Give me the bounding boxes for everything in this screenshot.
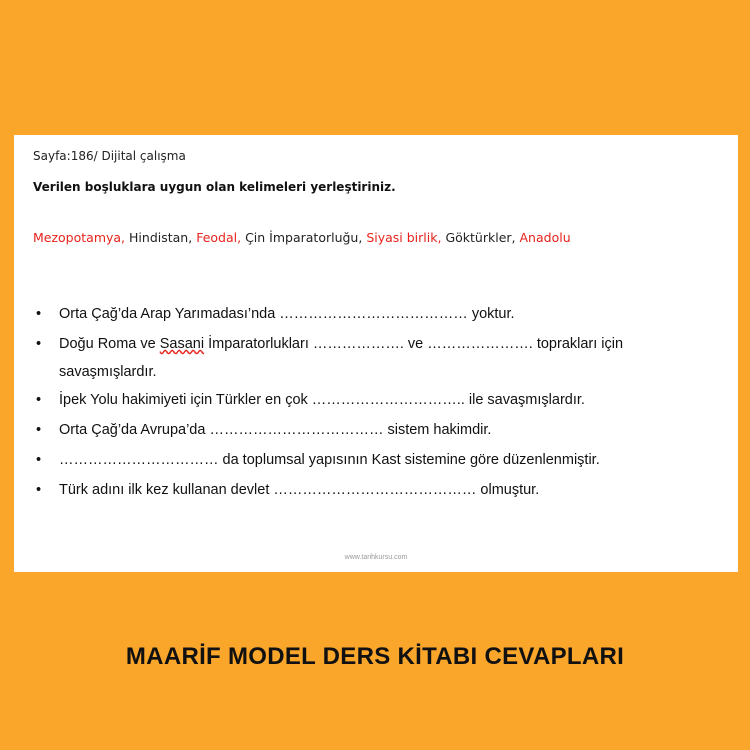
list-item [33, 475, 733, 505]
bullet-icon: • [36, 306, 42, 322]
item-text: Orta Çağ’da Avrupa’da ……………………………… sistem hakimdir. [59, 422, 492, 438]
item-text-continuation: savaşmışlardır. [59, 364, 157, 380]
bullet-icon: • [36, 422, 42, 438]
word-bank-item: Siyasi birlik, [366, 230, 442, 245]
item-text-pre: Doğu Roma ve [59, 336, 160, 352]
item-text-post: İmparatorlukları ………………. ve …………………. toprakları için [204, 336, 624, 352]
list-item [33, 385, 733, 415]
word-bank-item: Göktürkler, [445, 230, 516, 245]
item-text: Orta Çağ’da Arap Yarımadası’nda ………………………………… yoktur. [59, 306, 515, 322]
instruction-text: Verilen boşluklara uygun olan kelimeleri yerleştiriniz. [33, 180, 396, 194]
bullet-icon: • [36, 336, 42, 352]
word-bank-item: Feodal, [196, 230, 242, 245]
item-text: Türk adını ilk kez kullanan devlet …………………………………… olmuştur. [59, 482, 540, 498]
list-item [33, 415, 733, 445]
bullet-icon: • [36, 452, 42, 468]
question-list [33, 299, 733, 505]
item-text: …………………………… da toplumsal yapısının Kast sistemine göre düzenlenmiştir. [59, 452, 600, 468]
banner-title: MAARİF MODEL DERS KİTABI CEVAPLARI [125, 643, 625, 670]
item-text: İpek Yolu hakimiyeti için Türkler en çok ………………………….. ile savaşmışlardır. [59, 392, 585, 408]
bullet-icon: • [36, 392, 42, 408]
worksheet-card [14, 135, 738, 572]
bullet-icon: • [36, 482, 42, 498]
word-bank-item: Mezopotamya, [33, 230, 126, 245]
list-item [33, 329, 733, 385]
word-bank-item: Anadolu [519, 230, 571, 245]
word-bank [33, 230, 571, 245]
word-bank-item: Hindistan, [129, 230, 193, 245]
list-item [33, 299, 733, 329]
footer-url: www.tarihkursu.com [344, 554, 408, 561]
page-label: Sayfa:186/ Dijital çalışma [33, 149, 186, 163]
item-text-misspelled: Sasani [159, 336, 205, 352]
list-item [33, 445, 733, 475]
word-bank-item: Çin İmparatorluğu, [245, 230, 363, 245]
